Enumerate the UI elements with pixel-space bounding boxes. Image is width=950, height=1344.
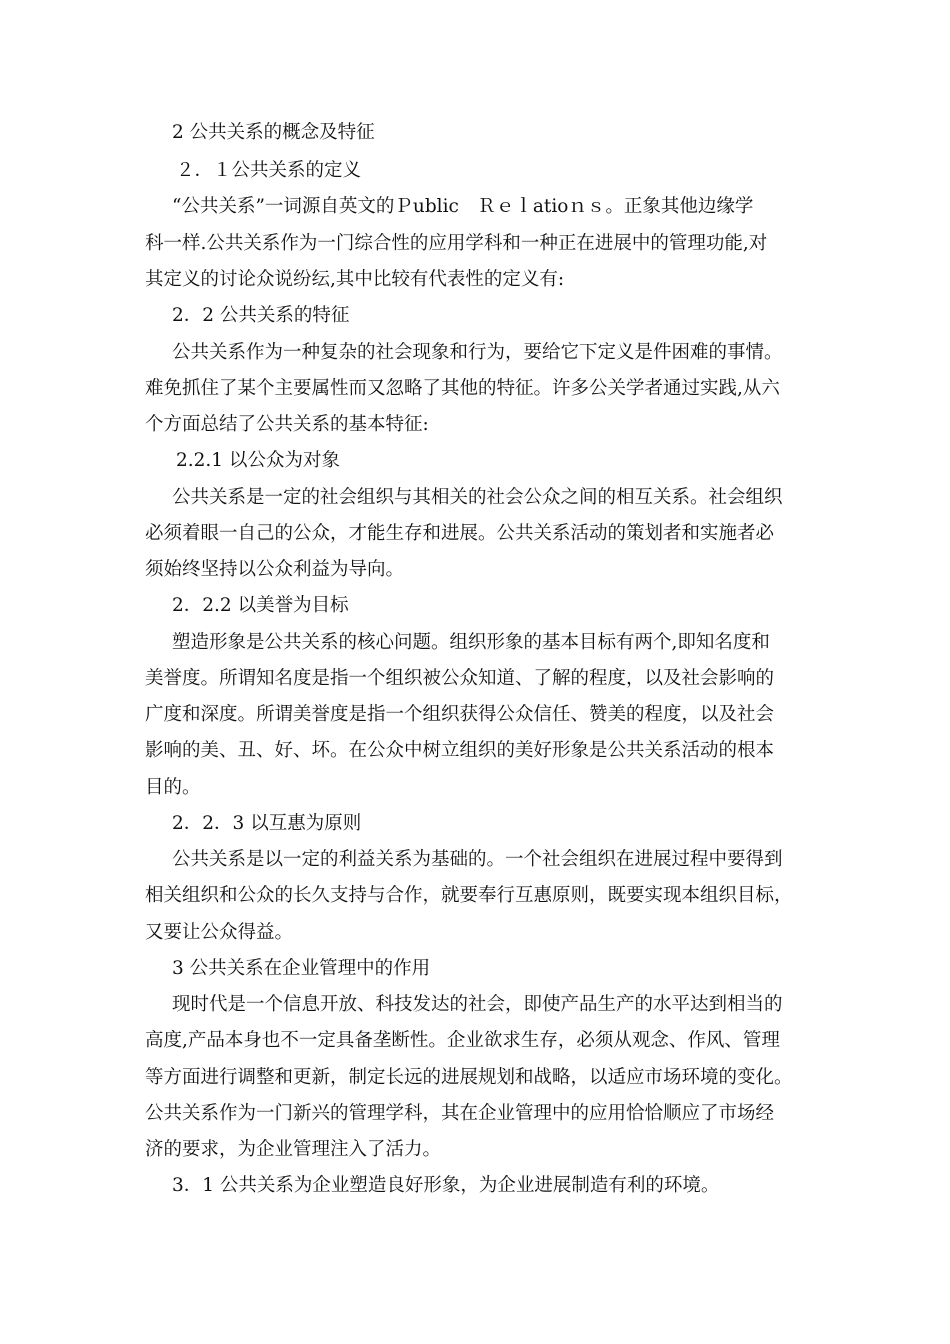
subsection-heading-2-1: ２．１公共关系的定义 <box>176 160 362 181</box>
paragraph-line: 必须着眼一自己的公众，才能生存和进展。公共关系活动的策划者和实施者必 <box>145 523 775 544</box>
paragraph-line: 须始终坚持以公众利益为导向。 <box>145 559 405 580</box>
section-heading-3: 3 公共关系在企业管理中的作用 <box>172 958 431 979</box>
paragraph-line: 济的要求，为企业管理注入了活力。 <box>145 1139 442 1160</box>
paragraph-line: 其定义的讨论众说纷纭,其中比较有代表性的定义有: <box>145 269 565 290</box>
paragraph-line: 又要让公众得益。 <box>145 922 294 943</box>
subsection-heading-2-2-3: 2．2．3 以互惠为原则 <box>172 813 362 834</box>
paragraph-line: 广度和深度。所谓美誉度是指一个组织获得公众信任、赞美的程度，以及社会 <box>145 704 775 725</box>
paragraph-line: 塑造形象是公共关系的核心问题。组织形象的基本目标有两个,即知名度和 <box>172 632 770 653</box>
subsection-heading-2-2-2: 2．2.2 以美誉为目标 <box>172 595 349 616</box>
paragraph-line: 科一样.公共关系作为一门综合性的应用学科和一种正在进展中的管理功能,对 <box>145 233 768 254</box>
paragraph-line: 高度,产品本身也不一定具备垄断性。企业欲求生存，必须从观念、作风、管理 <box>145 1030 780 1051</box>
paragraph-line: 美誉度。所谓知名度是指一个组织被公众知道、了解的程度，以及社会影响的 <box>145 668 775 689</box>
section-heading-2: 2 公共关系的概念及特征 <box>172 122 375 143</box>
paragraph-line: 个方面总结了公共关系的基本特征: <box>145 414 429 435</box>
paragraph-line: 公共关系作为一门新兴的管理学科，其在企业管理中的应用恰恰顺应了市场经 <box>145 1103 775 1124</box>
paragraph-line: 公共关系是一定的社会组织与其相关的社会公众之间的相互关系。社会组织 <box>172 487 783 508</box>
paragraph-line: 现时代是一个信息开放、科技发达的社会，即使产品生产的水平达到相当的 <box>172 994 783 1015</box>
paragraph-line: 影响的美、丑、好、坏。在公众中树立组织的美好形象是公共关系活动的根本 <box>145 740 775 761</box>
paragraph-line: 相关组织和公众的长久支持与合作，就要奉行互惠原则，既要实现本组织目标， <box>145 885 793 906</box>
paragraph-line: 等方面进行调整和更新，制定长远的进展规划和战略，以适应市场环境的变化。 <box>145 1067 793 1088</box>
paragraph-line: “公共关系”一词源自英文的Ｐublic Ｒｅｌatioｎｓ。正象其他边缘学 <box>172 196 754 217</box>
subsection-heading-2-2: 2．2 公共关系的特征 <box>172 305 350 326</box>
paragraph-line: 公共关系是以一定的利益关系为基础的。一个社会组织在进展过程中要得到 <box>172 849 783 870</box>
paragraph-line: 公共关系作为一种复杂的社会现象和行为，要给它下定义是件困难的事情。 <box>172 342 783 363</box>
paragraph-line: 目的。 <box>145 777 201 798</box>
subsection-heading-3-1: 3．1 公共关系为企业塑造良好形象，为企业进展制造有利的环境。 <box>172 1175 720 1196</box>
subsection-heading-2-2-1: 2.2.1 以公众为对象 <box>176 450 340 471</box>
paragraph-line: 难免抓住了某个主要属性而又忽略了其他的特征。许多公关学者通过实践,从六 <box>145 378 780 399</box>
